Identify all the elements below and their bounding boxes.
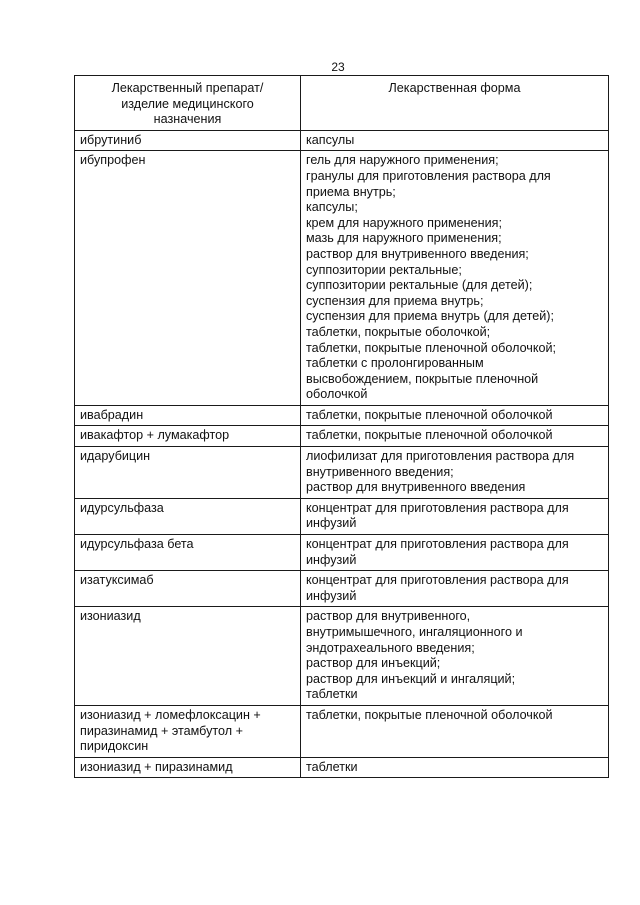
dosage-form-cell	[301, 535, 609, 571]
dosage-form-cell	[301, 705, 609, 757]
drug-name-cell	[75, 447, 301, 499]
dosage-form-line: оболочкой	[306, 387, 368, 402]
dosage-form-cell	[301, 426, 609, 447]
table-row	[75, 757, 609, 778]
dosage-form-cell	[301, 151, 609, 406]
drug-name: изониазид + ломефлоксацин +	[80, 707, 261, 722]
dosage-form-cell	[301, 607, 609, 706]
dosage-form-line: инфузий	[306, 516, 357, 531]
dosage-form-line: таблетки, покрытые пленочной оболочкой	[306, 407, 553, 422]
drug-name: ивакафтор + лумакафтор	[80, 428, 230, 443]
dosage-form-cell	[301, 447, 609, 499]
table-row	[75, 130, 609, 151]
drug-name: пиридоксин	[80, 739, 149, 754]
dosage-form-line: таблетки, покрытые оболочкой;	[306, 324, 491, 339]
table-row	[75, 705, 609, 757]
dosage-form-line: раствор для инъекций и ингаляций;	[306, 671, 516, 686]
dosage-form-line: раствор для внутривенного,	[306, 609, 471, 624]
header-form	[301, 76, 609, 131]
dosage-form-line: внутримышечного, ингаляционного и	[306, 625, 523, 639]
drug-name-cell	[75, 130, 301, 151]
dosage-form-line: гранулы для приготовления раствора для	[306, 168, 551, 183]
table-header-row	[75, 76, 609, 131]
dosage-form-line: суспензия для приема внутрь;	[306, 293, 484, 308]
drug-name: изониазид + пиразинамид	[80, 759, 233, 774]
dosage-form-line: таблетки, покрытые пленочной оболочкой;	[306, 340, 557, 355]
page-number: 23	[331, 60, 345, 74]
dosage-form-line: крем для наружного применения;	[306, 215, 502, 230]
dosage-form-cell	[301, 498, 609, 534]
dosage-form-line: лиофилизат для приготовления раствора для	[306, 449, 575, 464]
drug-name: изониазид	[80, 609, 141, 624]
drug-name-cell	[75, 151, 301, 406]
dosage-form-line: таблетки	[306, 759, 358, 774]
dosage-form-cell	[301, 130, 609, 151]
dosage-form-line: суппозитории ректальные;	[306, 262, 462, 277]
header-drug	[75, 76, 301, 131]
drug-table	[74, 75, 609, 778]
drug-name-cell	[75, 607, 301, 706]
dosage-form-cell	[301, 405, 609, 426]
dosage-form-line: суспензия для приема внутрь (для детей);	[306, 309, 554, 324]
table-row	[75, 535, 609, 571]
table-row	[75, 498, 609, 534]
dosage-form-cell	[301, 571, 609, 607]
table-row	[75, 151, 609, 406]
dosage-form-line: капсулы;	[306, 200, 358, 215]
table-row	[75, 607, 609, 706]
dosage-form-line: раствор для внутривенного введения;	[306, 246, 529, 261]
dosage-form-line: таблетки с пролонгированным	[306, 356, 484, 371]
dosage-form-line: мазь для наружного применения;	[306, 231, 502, 246]
dosage-form-line: раствор для инъекций;	[306, 656, 441, 671]
header-drug-line: назначения	[153, 112, 222, 127]
header-drug-line: Лекарственный препарат/	[111, 81, 264, 95]
header-drug-line: изделие медицинского	[121, 96, 254, 111]
dosage-form-line: таблетки, покрытые пленочной оболочкой	[306, 707, 553, 722]
drug-name-cell	[75, 571, 301, 607]
dosage-form-line: инфузий	[306, 588, 357, 603]
dosage-form-line: инфузий	[306, 552, 357, 567]
drug-name: пиразинамид + этамбутол +	[80, 723, 243, 738]
dosage-form-line: эндотрахеального введения;	[306, 640, 475, 655]
dosage-form-line: таблетки, покрытые пленочной оболочкой	[306, 428, 553, 443]
header-form-label: Лекарственная форма	[388, 81, 521, 95]
table-row	[75, 447, 609, 499]
dosage-form-line: раствор для внутривенного введения	[306, 480, 526, 495]
drug-name: ивабрадин	[80, 407, 144, 422]
drug-name-cell	[75, 426, 301, 447]
drug-name: идурсульфаза	[80, 500, 164, 515]
dosage-form-cell	[301, 757, 609, 778]
dosage-form-line: высвобождением, покрытые пленочной	[306, 371, 539, 386]
drug-name: идурсульфаза бета	[80, 537, 194, 552]
dosage-form-line: таблетки	[306, 687, 358, 702]
dosage-form-line: внутривенного введения;	[306, 464, 454, 479]
drug-name-cell	[75, 498, 301, 534]
dosage-form-line: концентрат для приготовления раствора для	[306, 573, 569, 588]
dosage-form-line: приема внутрь;	[306, 184, 396, 199]
table-row	[75, 405, 609, 426]
drug-name-cell	[75, 405, 301, 426]
drug-name-cell	[75, 757, 301, 778]
table-row	[75, 426, 609, 447]
drug-name: идарубицин	[80, 449, 151, 464]
drug-name-cell	[75, 535, 301, 571]
drug-name: ибрутиниб	[80, 132, 142, 147]
table-row	[75, 571, 609, 607]
dosage-form-line: концентрат для приготовления раствора для	[306, 500, 569, 515]
dosage-form-line: суппозитории ректальные (для детей);	[306, 278, 533, 293]
dosage-form-line: концентрат для приготовления раствора для	[306, 537, 569, 552]
dosage-form-line: капсулы	[306, 132, 355, 147]
drug-name: ибупрофен	[80, 153, 146, 168]
drug-name-cell	[75, 705, 301, 757]
dosage-form-line: гель для наружного применения;	[306, 153, 499, 168]
drug-name: изатуксимаб	[80, 573, 154, 588]
